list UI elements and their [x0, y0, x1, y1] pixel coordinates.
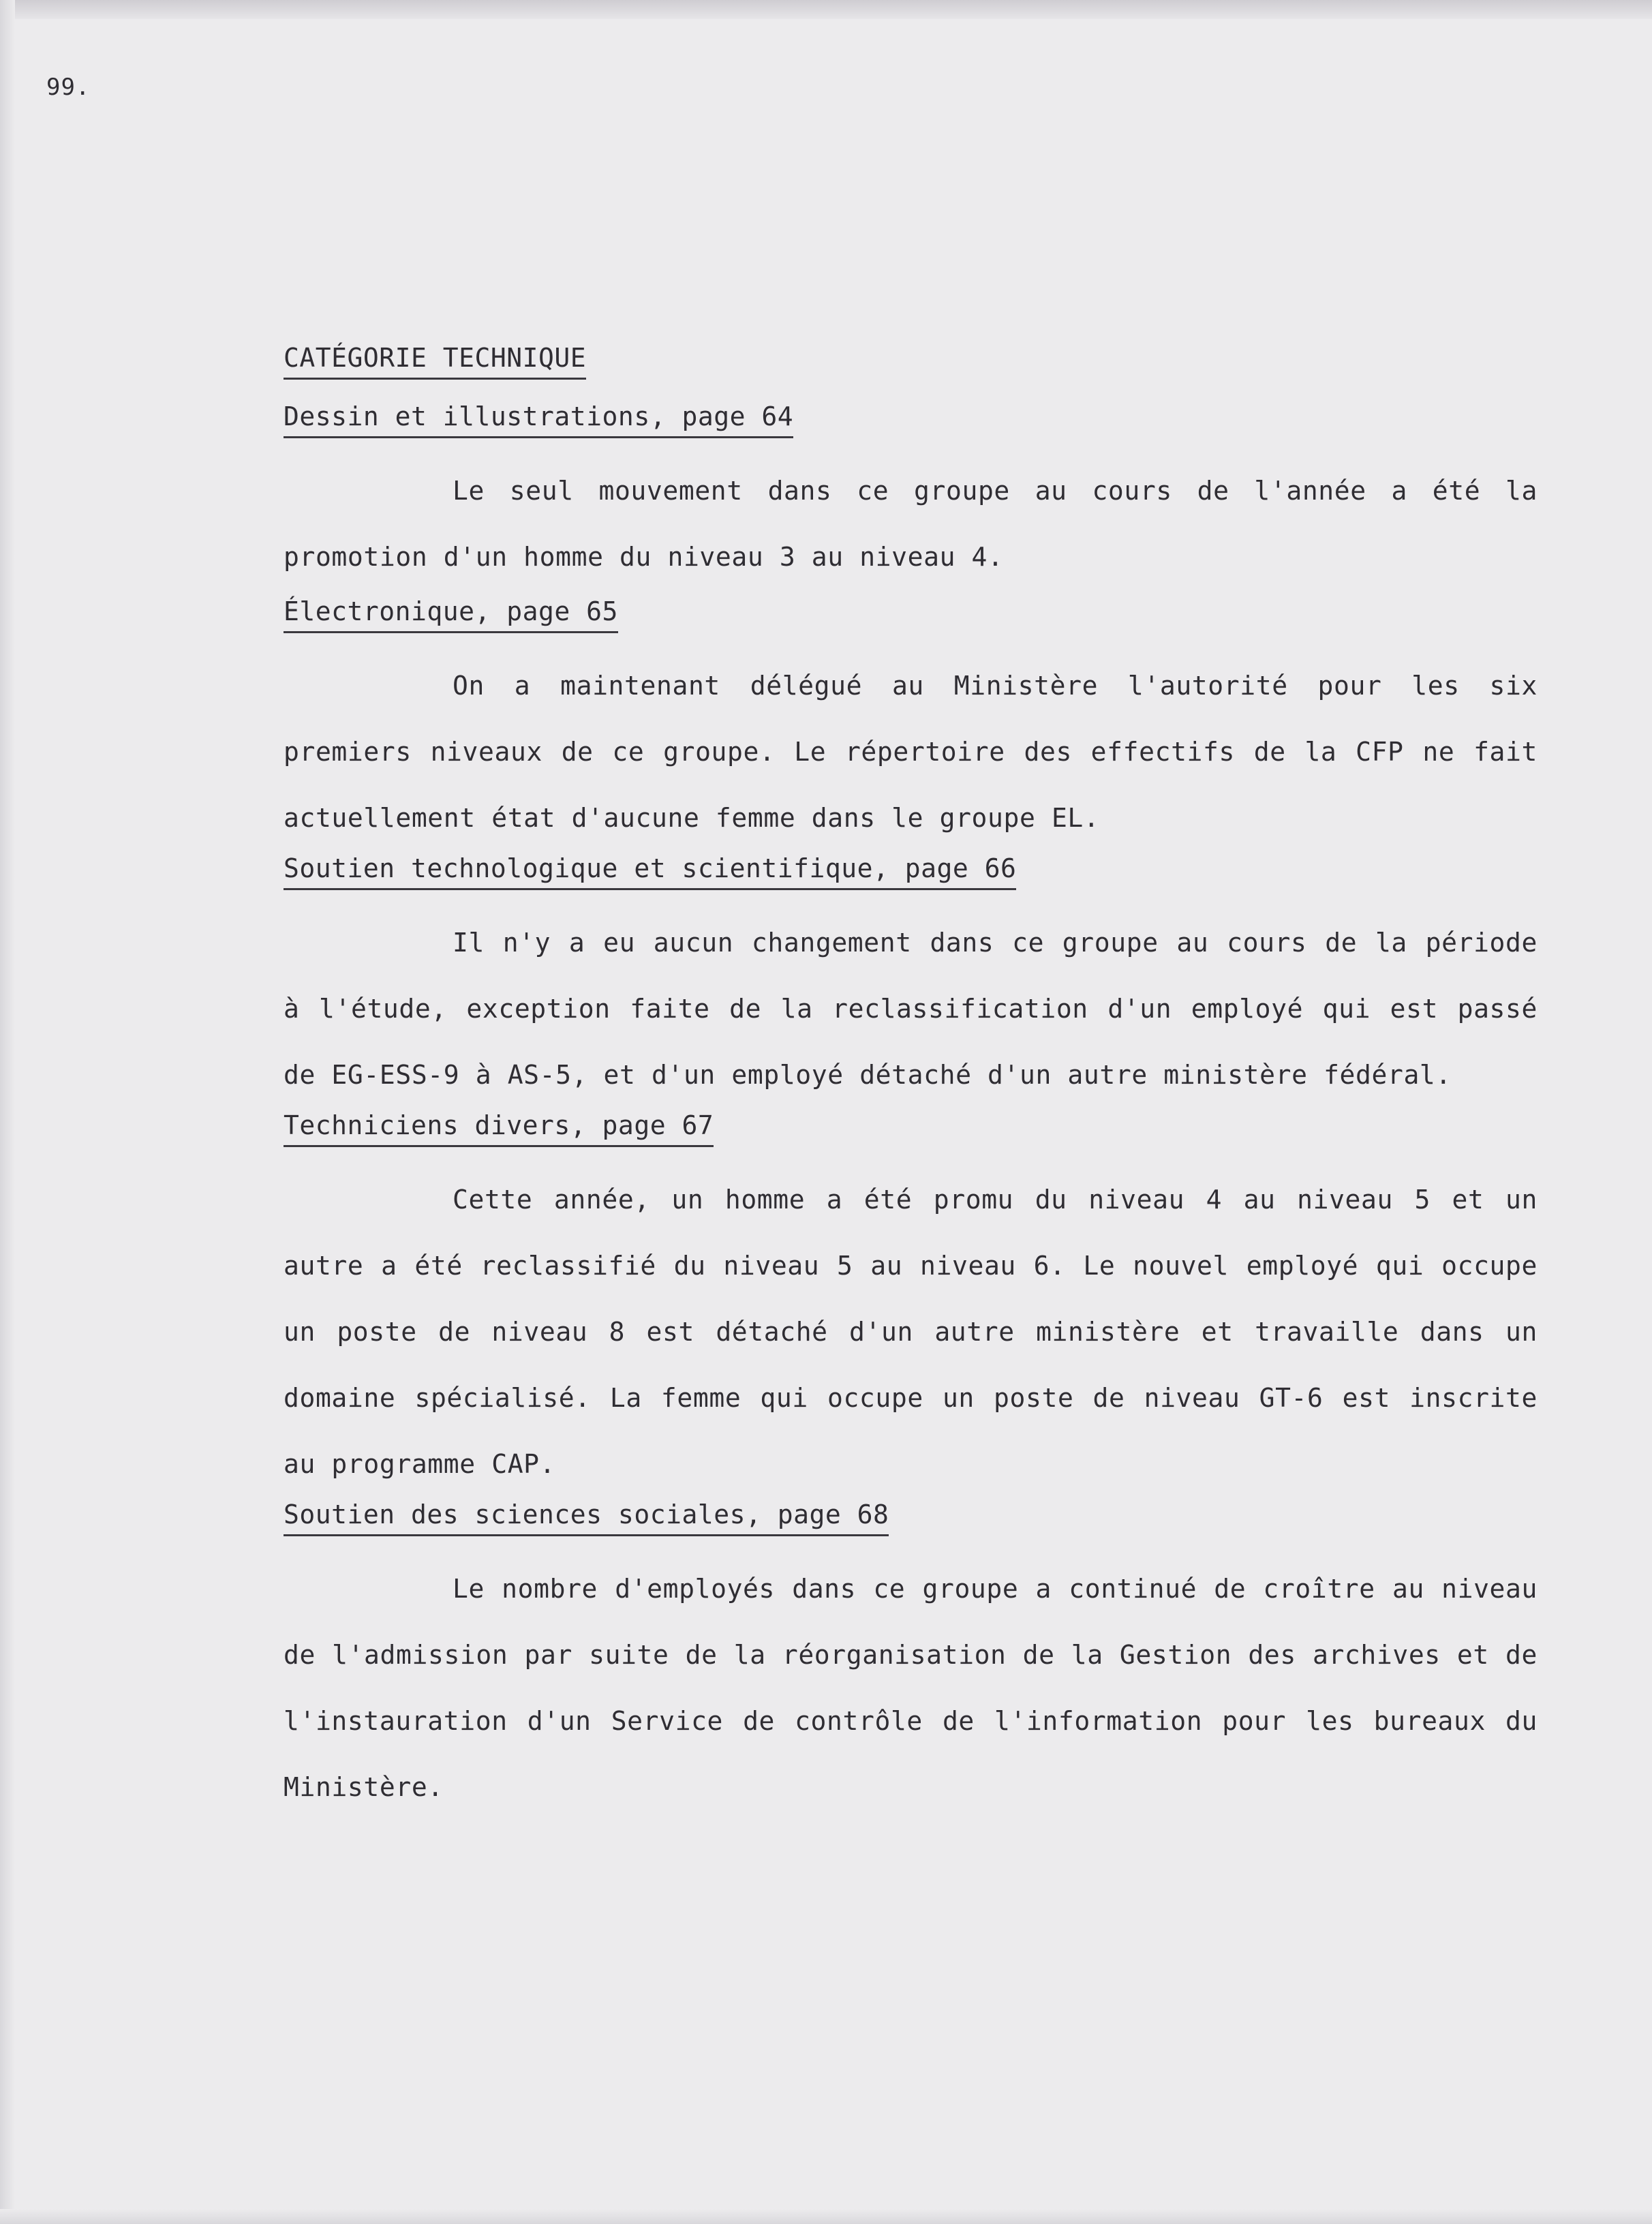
section-heading-block [284, 1108, 1538, 1167]
section-heading-techniciens-divers: Techniciens divers, page 67 [284, 1108, 714, 1147]
page-left-edge [0, 0, 15, 2224]
section-text-techniciens-divers: Cette année, un homme a été promu du niveau 4 au niveau 5 et un autre a été reclassifié du niveau 5 au niveau 6. Le nouvel employé qui occupe un poste de niveau 8 est détaché d'un autre ministère et travaille dans un domaine spécialisé. La femme qui occupe un poste de niveau GT-6 est inscrite au programme CAP. [284, 1185, 1538, 1479]
section-heading-soutien-technologique: Soutien technologique et scientifique, page 66 [284, 851, 1016, 890]
page-top-edge [0, 0, 1652, 19]
category-heading-block [284, 341, 1538, 399]
page-bottom-edge [0, 2209, 1652, 2224]
section-text-electronique: On a maintenant délégué au Ministère l'autorité pour les six premiers niveaux de ce groupe. Le répertoire des effectifs de la CFP ne fait actuellement état d'aucune femme dans le groupe EL. [284, 671, 1538, 833]
section-heading-block [284, 399, 1538, 458]
section-heading-block [284, 1497, 1538, 1556]
section-heading-electronique: Électronique, page 65 [284, 594, 618, 633]
document-body [284, 341, 1538, 1821]
section-text-sciences-sociales: Le nombre d'employés dans ce groupe a continué de croître au niveau de l'admission par suite de la réorganisation de la Gestion des archives et de l'instauration d'un Service de contrôle de l'information pour les bureaux du Ministère. [284, 1574, 1538, 1802]
section-heading-block [284, 851, 1538, 910]
page-number: 99. [46, 74, 91, 101]
section-text-dessin: Le seul mouvement dans ce groupe au cours de l'année a été la promotion d'un homme du niveau 3 au niveau 4. [284, 476, 1538, 572]
section-text-soutien-technologique: Il n'y a eu aucun changement dans ce groupe au cours de la période à l'étude, exception faite de la reclassification d'un employé qui est passé de EG-ESS-9 à AS-5, et d'un employé détaché d'un autre ministère fédéral. [284, 928, 1538, 1090]
section-heading-dessin: Dessin et illustrations, page 64 [284, 399, 793, 438]
section-heading-block [284, 594, 1538, 653]
category-title: CATÉGORIE TECHNIQUE [284, 341, 586, 380]
section-heading-sciences-sociales: Soutien des sciences sociales, page 68 [284, 1497, 889, 1536]
